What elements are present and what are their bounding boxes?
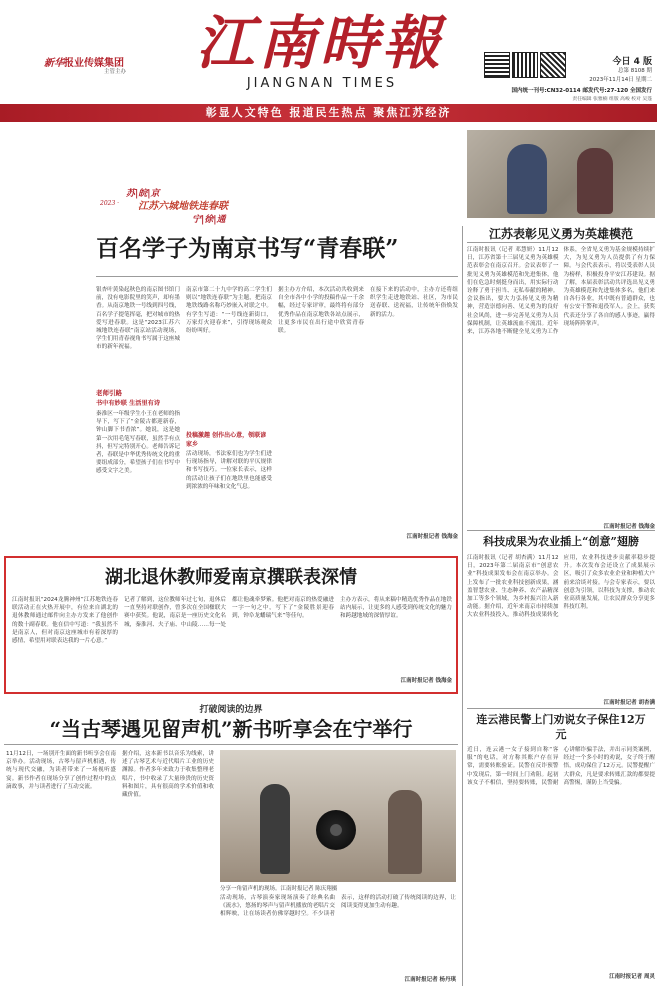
lead-subhead: 投稿激趣 创作出心意，领联谚家乡	[186, 432, 267, 448]
bottom-text: 11月12日，一场别开生面的新书听享会在南京举办。活动现场，古琴与留声机相遇，传统与现代交融，为读者带来了一场视听盛宴。新书作者在现场分享了创作过程中的点滴故事，并与读者进行了互动交流。	[6, 751, 116, 790]
bottom-text: 活动现场，古琴演奏家现场演奏了经典名曲《流水》，悠扬的琴声与留声机播放的老唱片交相辉映，让在场读者仿佛穿越时空。不少读者表示，这样的活动打破了传统阅读的边界，让阅读变得更加生动有趣。	[220, 895, 456, 918]
bottom-text: 据介绍，这本新书以音乐为线索，讲述了古琴艺术与近代唱片工业的历史渊源。作者多年来致力于收集整理老唱片，书中收录了大量珍贵的历史资料和图片，具有很高的学术价值和收藏价值。	[122, 751, 214, 799]
divider	[467, 242, 655, 243]
banner-cities: 宁|徐|通	[192, 215, 226, 225]
divider	[467, 708, 655, 709]
right-text-3: 近日，连云港一女子接到自称“客服”的电话，对方称其账户存在异常，需要转账验证。民警在反诈预警中发现后，第一时间上门劝阻。起初该女子不相信，坚持要转账，民警耐心讲解诈骗手法，并出示同类案例，经过一个多小时的劝说，女子终于醒悟，成功保住了12万元。民警提醒广大群众，凡是要求转账汇款的都要提高警惕，谨防上当受骗。	[467, 747, 655, 786]
lead-text: 南京市第二十九中学的高二学生们则以“地铁连春联”为主题，把南京地铁线路名称巧妙嵌入对联之中。有学生写道：“一号线连新街口，万家灯火迎春来”，引得现场观众纷纷叫好。	[186, 287, 272, 335]
banner-campaign: 江苏六城地铁连春联	[138, 201, 228, 212]
right-headline-2: 科技成果为农业插上“创意”翅膀	[483, 535, 639, 548]
cn-number: 国内统一刊号:CN32-0114 邮发代号:27-120 全国发行	[511, 88, 652, 94]
right-text-2: 江南时报讯（记者 胡杏满）11月12日，2023年第二届南京市“创意农业”科技成果发布会在南京举办。会上发布了一批农业科技创新成果，涵盖智慧农业、生态种养、农产品精深加工等多个领域，为乡村振兴注入新动能。据介绍，近年来南京市持续加大农业科技投入，推动科技成果转化应用，农业科技进步贡献率稳步提升。本次发布会还设立了成果展示区，吸引了众多农业企业和种植大户前来洽谈对接。与会专家表示，要以创意为引领，以科技为支撑，推动农业高质量发展，让农民群众分享更多科技红利。	[467, 555, 655, 619]
brand-prefix: 新华	[44, 58, 64, 69]
right-byline-3: 江南时报记者 周灵	[609, 974, 655, 980]
right-headline-3: 连云港民警上门劝说女子保住12万元	[476, 713, 646, 741]
masthead	[0, 0, 657, 124]
lead-subhead: 书中有妙联 生活里有诗	[96, 400, 161, 407]
qr-code-icon	[512, 52, 538, 78]
masthead-title: 江南時報	[196, 9, 445, 77]
banner-regions: 苏|皖|京	[126, 189, 160, 199]
feature-byline: 江南时报记者 钱海金	[400, 678, 452, 684]
lead-text: 秦淮区一年级学生小王在老师的指导下，写下了“金陵古都迎新春，钟山脚下书香浓”。她说，这是她第一次用毛笔写春联，虽然手有点抖，但写完特别开心。老师告诉记者，春联是中华优秀传统文化的重要组成部分，希望孩子们在书写中感受文字之美。	[96, 411, 180, 475]
column-divider	[462, 226, 463, 986]
feature-text: 记者了解到，这位教师年过七旬，退休后一直坚持对联创作，曾多次在全国楹联大赛中获奖。他说，南京是一座历史文化名城，秦淮河、夫子庙、中山陵……每一处都让他魂牵梦萦。他把对南京的热爱融进一字一句之中，写下了“金陵胜景迎春到，钟阜龙蟠瑞气来”等佳句。	[124, 597, 334, 628]
issue-pages: 今日 4 版	[612, 57, 652, 67]
photo-figure	[577, 148, 613, 214]
campaign-banner	[96, 186, 256, 228]
photo-caption: 分享一角留声机的现场。江南时报记者 陈庆翔摄	[220, 886, 338, 892]
feature-text: 江南时报讯“2024龙腾神州”江苏地铁连春联活动正在火热开展中，有位来自湖北的退休教师通过邮件向主办方发来了他创作的数十副春联。他在信中写道：“我虽然不是南京人，但对南京这座城市有着深厚的感情，希望用对联表达我的一片心意。”	[12, 597, 118, 645]
feature-text: 主办方表示，将从来稿中精选优秀作品在地铁站内展示，让更多的人感受到传统文化的魅力和跨越地域的深情厚谊。	[340, 597, 452, 620]
photo-figure	[260, 784, 290, 874]
lead-text: 在接下来的活动中，主办方还将组织学生走进地铁站、社区，为市民送春联、送祝福，让传统年俗焕发新的活力。	[370, 287, 458, 318]
right-text-1: 江南时报讯（记者 邓慧妍）11月12日，江苏省第十三届见义勇为英雄模范表彰会在南京召开。会议表彰了一批见义勇为英雄模范和先进集体，他们在危急时刻挺身而出，用实际行动诠释了勇于担当、无私奉献的精神。会议指出，要大力弘扬见义勇为精神，营造崇德向善、见义勇为的良好社会风尚，进一步完善见义勇为人员保障机制，让英雄流血不流泪。近年来，江苏各地不断健全见义勇为工作体系，全省见义勇为基金规模持续扩大，为见义勇为人员提供了有力保障。与会代表表示，将以受表彰人员为榜样，积极投身平安江苏建设。据了解，本届表彰活动共评选出见义勇为英雄模范和先进集体多名，他们来自各行各业，其中既有普通群众，也有公安干警和退役军人。会上，获奖代表还分享了各自的感人事迹，赢得现场阵阵掌声。	[467, 247, 655, 336]
gramophone-icon	[316, 810, 356, 850]
divider	[96, 276, 458, 277]
feature-headline: 湖北退休教师爱南京撰联表深情	[105, 567, 357, 588]
slogan-text: 彰显人文特色 报道民生热点 聚焦江苏经济	[205, 106, 452, 119]
editors-line: 责任编辑 张雅楠 组版 高峻 校对 吴蓬	[572, 97, 652, 102]
divider	[467, 530, 655, 531]
issue-date: 2023年11月14日 星期二	[589, 77, 652, 83]
feature-box	[4, 556, 458, 694]
lead-author-line: 老师引路	[96, 389, 122, 397]
lead-text: 活动现场，书法家们也为学生们进行现场指导，讲解对联的平仄规律和书写技巧。一位家长表示，这样的活动让孩子们在地铁里也能感受到浓浓的年味和文化气息。	[186, 451, 272, 490]
lead-text: 据主办方介绍，本次活动共收到来自全市各中小学的投稿作品一千余幅，经过专家评审，最终将有部分优秀作品在南京地铁各站点展示，让更多市民在出行途中欣赏青春联。	[278, 287, 364, 335]
banner-badge: 2023 ·	[100, 200, 120, 207]
issue-number: 总第 8108 期	[618, 68, 652, 74]
bottom-kicker: 打破阅读的边界	[199, 705, 263, 715]
photo-figure	[388, 790, 422, 874]
publisher-brand	[44, 54, 154, 68]
slogan-bar	[0, 104, 657, 122]
divider	[4, 744, 458, 745]
lead-headline: 百名学子为南京书写“青春联”	[96, 235, 399, 262]
right-headline-1: 江苏表彰见义勇为英雄模范	[488, 227, 633, 241]
qr-code-icon	[484, 52, 510, 78]
sponsor-label: 主管主办	[104, 69, 127, 75]
news-photo	[467, 130, 655, 218]
brand-name: 报业传媒集团	[64, 58, 124, 69]
masthead-english: JIANGNAN TIMES	[246, 76, 398, 91]
right-byline-1: 江南时报记者 钱海金	[603, 524, 655, 530]
bottom-byline: 江南时报记者 杨丹琪	[404, 977, 456, 983]
lead-text: 银杏叶黄染起秋色的南京图书馆门前，没有电影院里的笑声，却有墨香。从南京地铁一号线到四号线，百名学子提笔挥毫，把对城市的热爱写进春联。这是“2023江苏六城地铁连春联”南京站活动现场，学生们用青春视角书写属于这座城市的新年祝福。	[96, 287, 180, 351]
bottom-headline: “当古琴遇见留声机”新书听享会在宁举行	[49, 717, 413, 741]
lead-byline: 江南时报记者 钱海金	[406, 534, 458, 540]
photo-figure	[507, 144, 547, 214]
news-photo	[220, 750, 456, 882]
right-byline-2: 江南时报记者 胡杏满	[603, 700, 655, 706]
